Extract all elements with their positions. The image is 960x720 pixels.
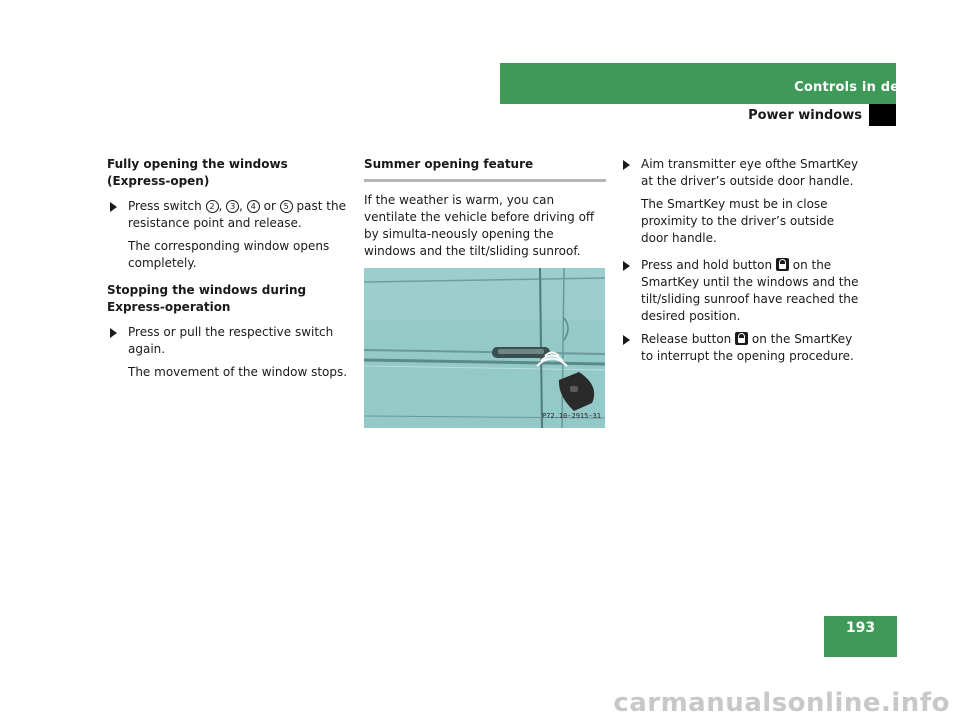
circled-number-5: 5 xyxy=(280,200,293,213)
step-text: Press and hold button xyxy=(641,258,776,272)
step-release xyxy=(620,331,862,365)
page-number-box xyxy=(824,616,897,657)
circled-number-2: 2 xyxy=(206,200,219,213)
separator: , xyxy=(239,199,247,213)
step-aim-transmitter xyxy=(620,156,862,190)
separator: or xyxy=(259,199,280,213)
arrow-bullet-icon xyxy=(623,160,630,170)
arrow-bullet-icon xyxy=(623,261,630,271)
step-press-hold xyxy=(620,257,862,325)
door-handle-illustration xyxy=(364,268,605,428)
separator: , xyxy=(218,199,227,213)
page-topic: Power windows xyxy=(748,108,862,123)
step-text: on the SmartKey until the windows and the tilt/sliding sunroof have reached the desired position. xyxy=(641,258,859,323)
result-text: The corresponding window opens completely. xyxy=(128,239,330,270)
step-text: Aim transmitter eye ofthe SmartKey at the driver’s outside door handle. xyxy=(641,157,859,188)
arrow-bullet-icon xyxy=(623,335,630,345)
step-text: Press switch xyxy=(128,199,206,213)
column-left xyxy=(107,156,349,391)
step-press-switch xyxy=(107,198,349,232)
unlock-button-icon xyxy=(776,258,789,271)
step-press-pull xyxy=(107,324,349,358)
step-text: past the resistance point and release. xyxy=(128,199,346,230)
unlock-button-icon xyxy=(735,332,748,345)
step-text: Release button xyxy=(641,332,736,346)
watermark: carmanualsonline.info xyxy=(613,688,950,718)
arrow-bullet-icon xyxy=(110,202,117,212)
result-text: The movement of the window stops. xyxy=(128,365,348,379)
heading-stopping: Stopping the windows during Express-operation xyxy=(107,283,307,314)
circled-number-4: 4 xyxy=(247,200,260,213)
step-text: on the SmartKey to interrupt the opening procedure. xyxy=(641,332,854,363)
body-text: If the weather is warm, you can ventilate the vehicle before driving off by simulta-neously opening the windows and the tilt/sliding sunroof. xyxy=(364,193,595,258)
arrow-bullet-icon xyxy=(110,328,117,338)
circled-number-3: 3 xyxy=(226,200,239,213)
heading-summer-opening: Summer opening feature xyxy=(364,156,606,182)
header-marker xyxy=(869,104,896,126)
door-handle-drawing xyxy=(364,268,605,428)
figure-code: P72.10-2915-31 xyxy=(541,412,601,420)
step-text: Press or pull the respective switch again. xyxy=(128,325,334,356)
note-text: The SmartKey must be in close proximity to the driver’s outside door handle. xyxy=(641,197,835,245)
column-middle xyxy=(364,156,606,428)
heading-express-open: Fully opening the windows (Express-open) xyxy=(107,157,288,188)
page-number: 193 xyxy=(845,620,876,636)
column-right xyxy=(620,156,862,371)
section-title: Controls in detail xyxy=(794,80,924,95)
